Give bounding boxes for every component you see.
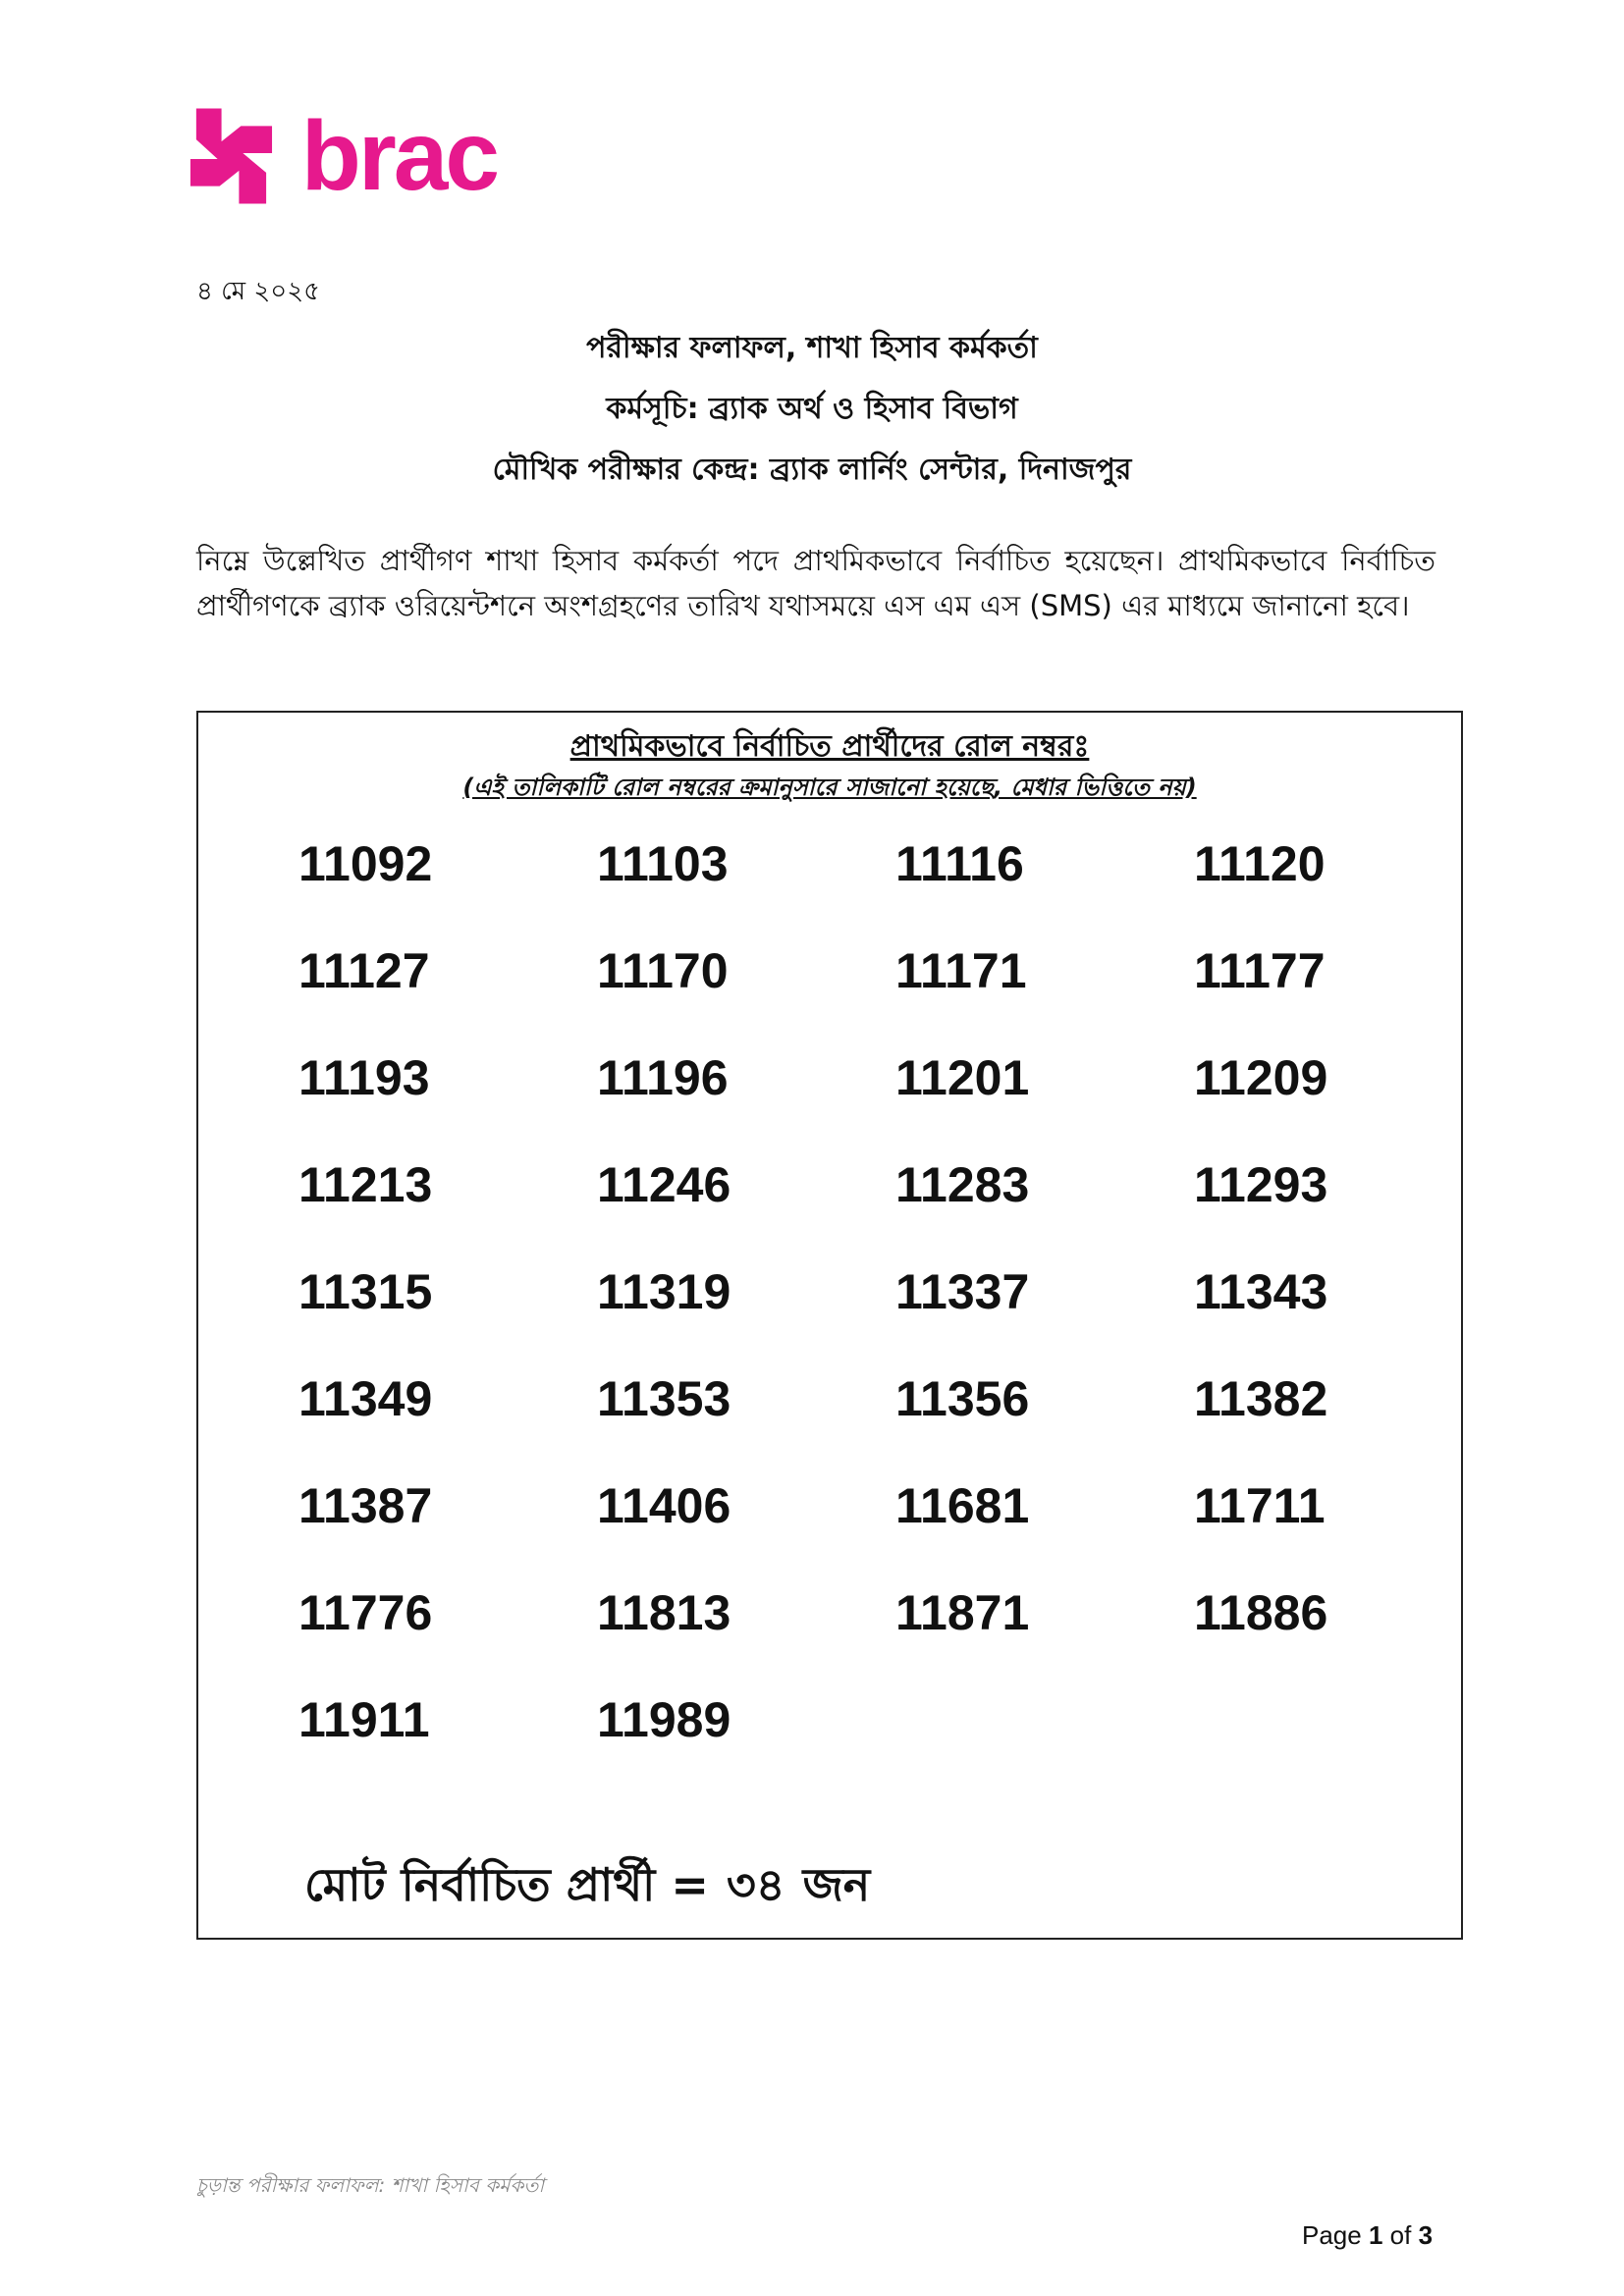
roll-number: 11116 [895,836,1024,891]
roll-number: 11315 [298,1264,433,1319]
total-value: ৩৪ [726,1858,785,1911]
page-number [1302,2220,1433,2251]
page-prefix: Page [1302,2220,1362,2250]
roll-number: 11871 [895,1585,1030,1640]
roll-number: 11209 [1194,1050,1328,1105]
brac-logo [183,102,497,210]
roll-number: 11989 [597,1692,731,1747]
roll-number: 11177 [1194,943,1326,998]
roll-number: 11293 [1194,1157,1328,1212]
roll-list-note: (এই তালিকাটি রোল নম্বরের ক্রমানুসারে সাজানো হয়েছে, মেধার ভিত্তিতে নয়) [462,774,1197,801]
roll-number: 11092 [298,836,433,891]
intro-paragraph: নিম্নে উল্লেখিত প্রার্থীগণ শাখা হিসাব কর্মকর্তা পদে প্রাথমিকভাবে নির্বাচিত হয়েছেন। প্রাথমিকভাবে নির্বাচিত প্রার্থীগণকে ব্র্যাক ওরিয়েন্টশনে অংশগ্রহণের তারিখ যথাসময়ে এস এম এস (SMS) এর মাধ্যমে জানানো হবে। [196,544,1435,622]
roll-number: 11387 [298,1478,433,1533]
roll-number: 11120 [1194,836,1326,891]
page-total: 3 [1418,2220,1434,2250]
roll-number: 11196 [597,1050,729,1105]
roll-number: 11343 [1194,1264,1328,1319]
roll-number: 11319 [597,1264,731,1319]
roll-number: 11349 [298,1371,433,1426]
heading-venue: মৌখিক পরীক্ষার কেন্দ্র: ব্র্যাক লার্নিং সেন্টার, দিনাজপুর [492,453,1132,487]
roll-number: 11776 [298,1585,433,1640]
roll-list-title: প্রাথমিকভাবে নির্বাচিত প্রার্থীদের রোল নম্বরঃ [569,729,1090,764]
total-selected [304,1851,888,1926]
roll-number: 11283 [895,1157,1030,1212]
roll-number: 11213 [298,1157,433,1212]
heading-result: পরীক্ষার ফলাফল, শাখা হিসাব কর্মকর্তা [586,331,1038,365]
roll-number: 11382 [1194,1371,1328,1426]
footer-note: চুড়ান্ত পরীক্ষার ফলাফল: শাখা হিসাব কর্মকর্তা [196,2173,545,2197]
roll-number: 11353 [597,1371,731,1426]
roll-number: 11681 [895,1478,1030,1533]
page-of: of [1389,2220,1412,2250]
brac-symbol-icon [183,102,298,210]
total-label: মোট নির্বাচিত প্রার্থী = [304,1858,709,1911]
roll-number: 11127 [298,943,430,998]
document-date: ৪ মে ২০২৫ [196,277,320,306]
roll-number: 11201 [895,1050,1030,1105]
brand-name: brac [300,101,497,211]
roll-number: 11356 [895,1371,1030,1426]
selected-candidates-box [196,711,1463,1940]
roll-number: 11193 [298,1050,430,1105]
roll-number: 11337 [895,1264,1030,1319]
roll-number: 11246 [597,1157,731,1212]
roll-number: 11813 [597,1585,731,1640]
roll-number: 11103 [597,836,729,891]
page-current: 1 [1368,2220,1383,2250]
roll-number: 11170 [597,943,729,998]
total-unit: জন [802,1858,871,1911]
roll-number: 11886 [1194,1585,1328,1640]
roll-number: 11911 [298,1692,430,1747]
roll-number: 11406 [597,1478,731,1533]
roll-number-grid [298,834,1492,1797]
roll-number: 11711 [1194,1478,1326,1533]
roll-number: 11171 [895,943,1027,998]
heading-program: কর্মসূচি: ব্র্যাক অর্থ ও হিসাব বিভাগ [606,392,1018,426]
